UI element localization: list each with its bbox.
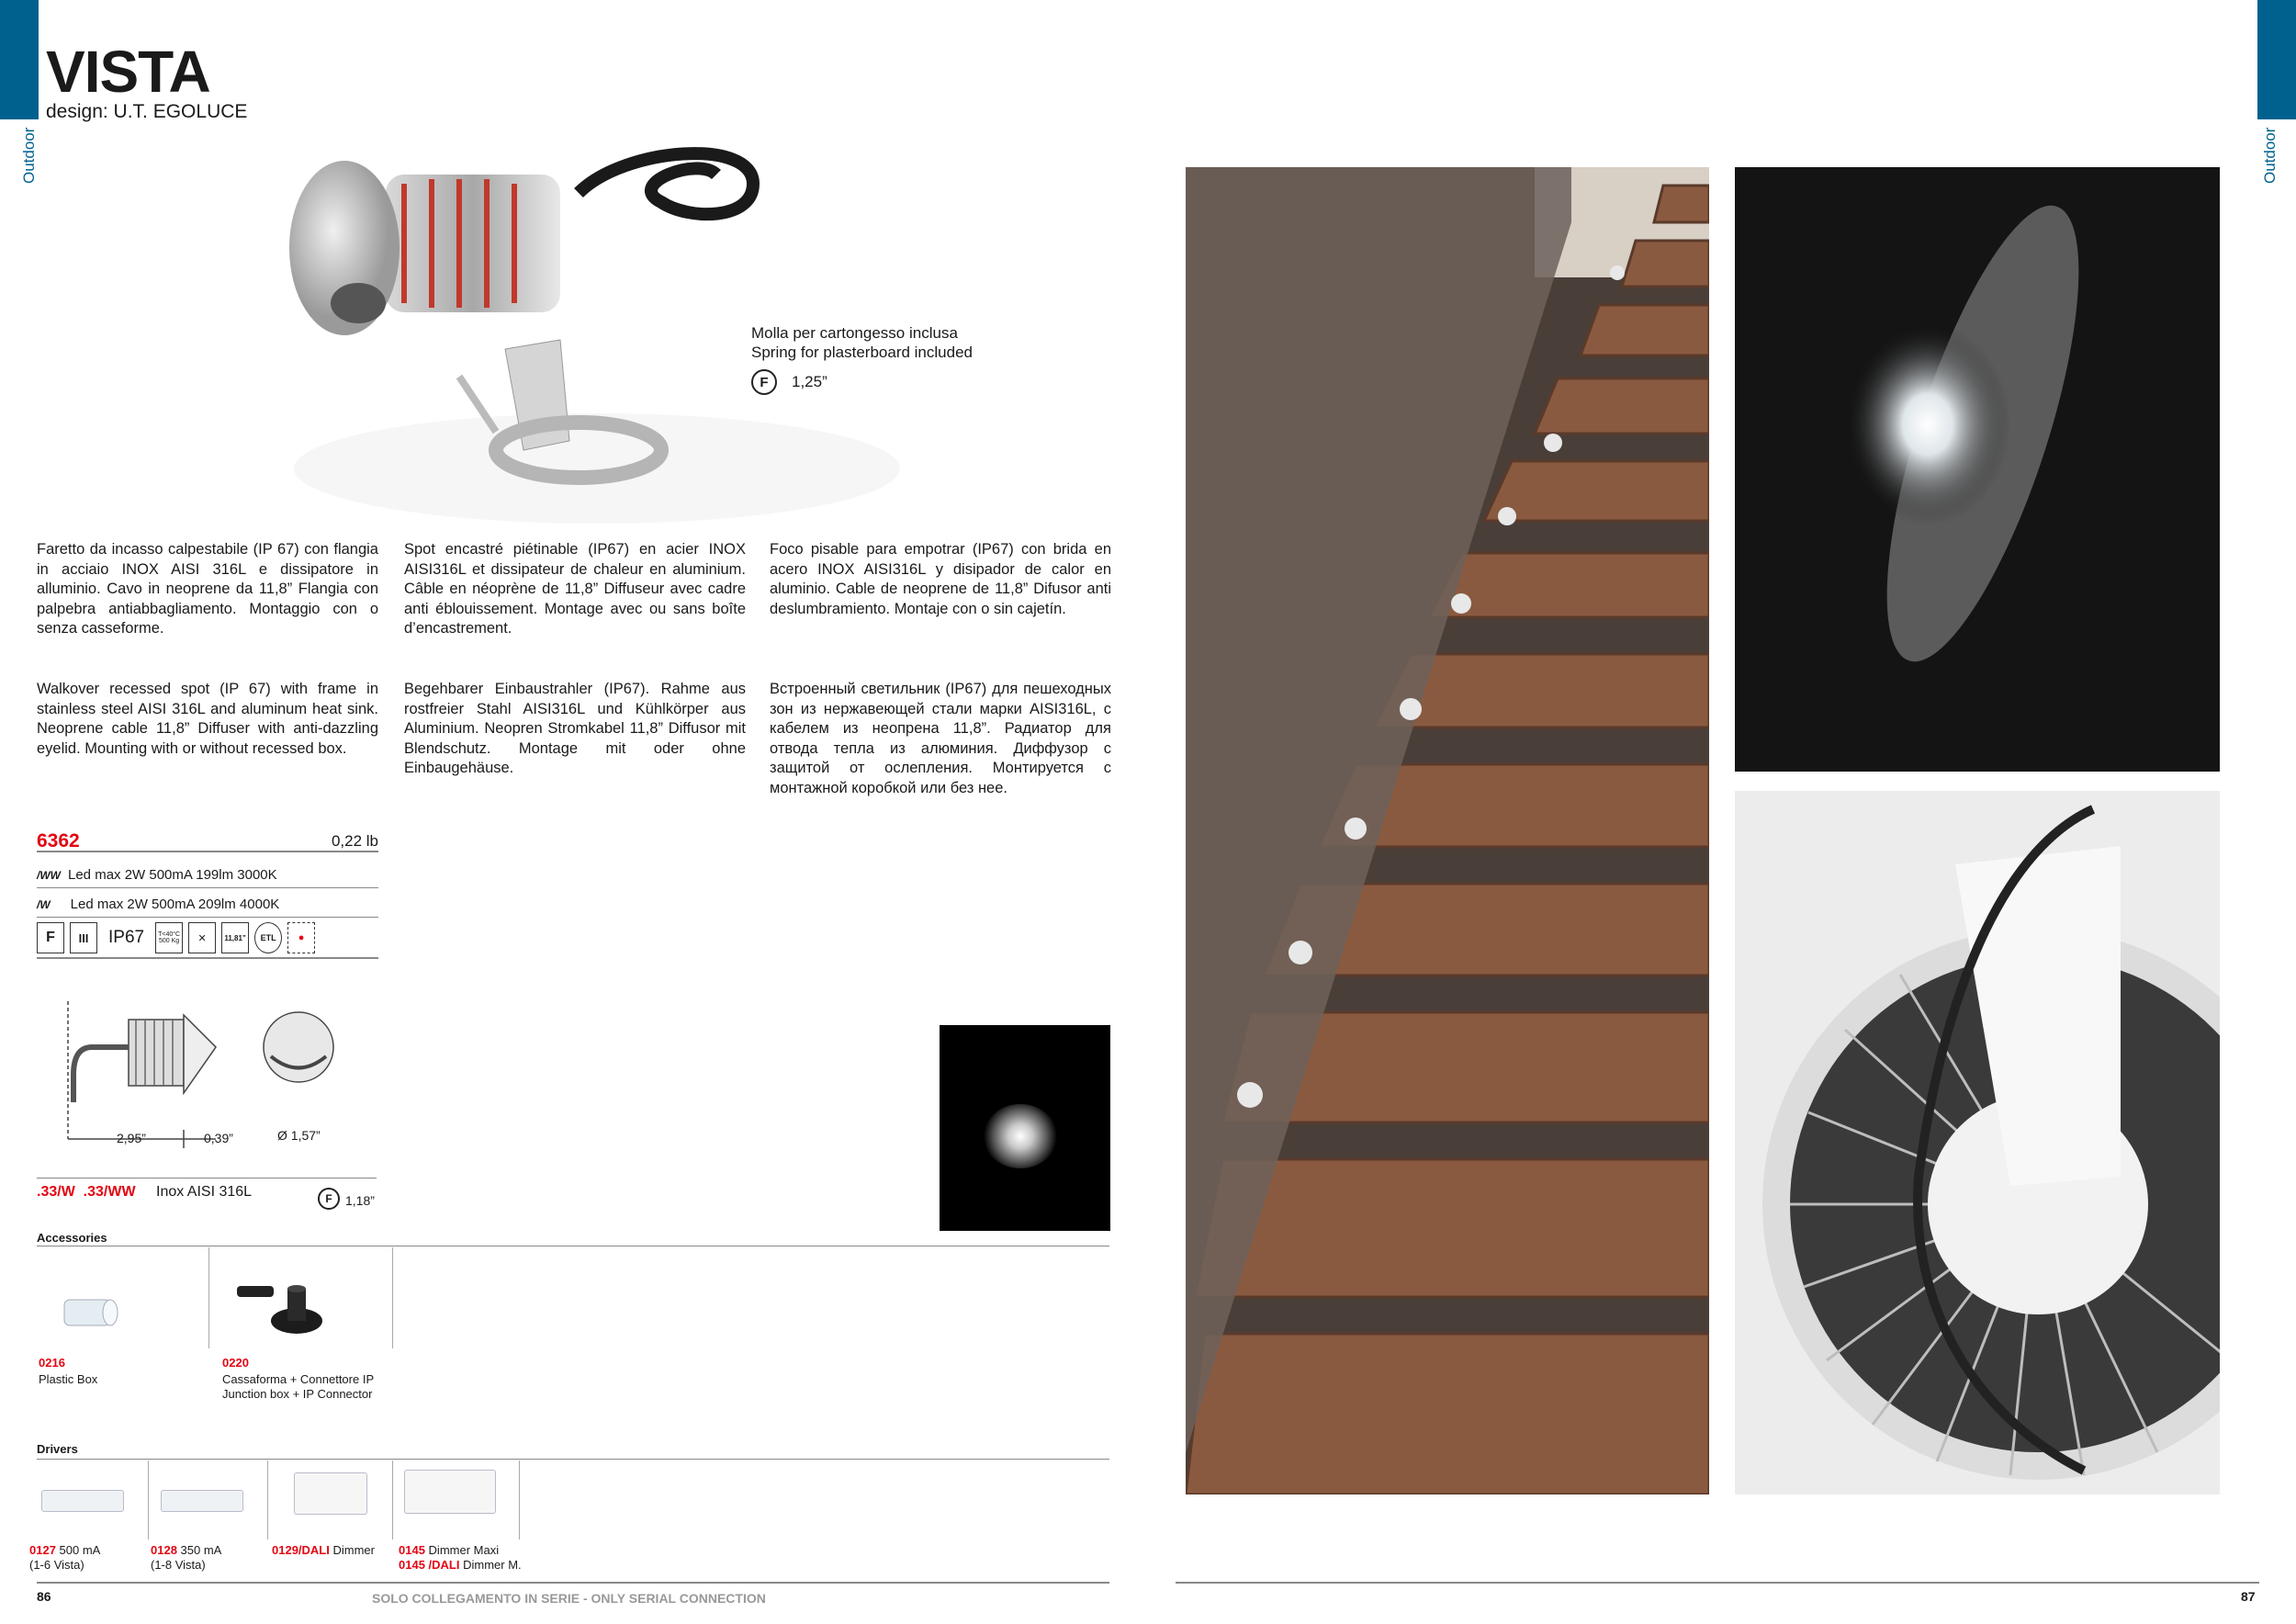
description-en: Walkover recessed spot (IP 67) with frame in stainless steel AISI 316L and aluminum heat sink. Neoprene cable 11,8” Diffuser with anti-dazzling eyelid. Mounting with or without recessed box. bbox=[37, 681, 378, 757]
side-label-right: Outdoor bbox=[2261, 127, 2279, 184]
ip-rating: IP67 bbox=[108, 928, 145, 947]
accessory-code: 0220 bbox=[222, 1356, 249, 1370]
laser-warning-icon: ● bbox=[287, 922, 315, 953]
f-certification-icon: F bbox=[751, 369, 777, 395]
spec-line-w bbox=[37, 892, 378, 918]
side-label-left: Outdoor bbox=[20, 127, 38, 184]
spiral-staircase-drawing bbox=[1735, 791, 2220, 1494]
driver-text: 500 mA bbox=[59, 1543, 101, 1557]
etl-icon: ETL bbox=[254, 922, 282, 953]
junction-box-icon bbox=[228, 1275, 338, 1339]
description-es: Foco pisable para empotrar (IP67) con brida en acero INOX AISI316L y disipador de calor en aluminio. Cable de neoprene de 11,8” Difusor anti deslumbramiento. Montaje con o sin cajetín. bbox=[770, 541, 1111, 617]
serial-connection-note: SOLO COLLEGAMENTO IN SERIE - ONLY SERIAL CONNECTION bbox=[372, 1591, 766, 1606]
drivers-rule bbox=[37, 1459, 1109, 1460]
spring-cert-row bbox=[751, 369, 827, 395]
cable-length-icon: 11,81” bbox=[221, 922, 249, 953]
temp-label: T<40°C bbox=[158, 931, 181, 938]
light-glow bbox=[984, 1104, 1057, 1168]
page-title: VISTA bbox=[46, 39, 210, 105]
spec-tag: /W bbox=[37, 897, 51, 911]
spec-tag: /WW bbox=[37, 868, 61, 882]
driver-code: 0129/DALI bbox=[272, 1543, 330, 1557]
wall-light-photo bbox=[1735, 167, 2220, 772]
f-certification-icon: F bbox=[318, 1188, 340, 1210]
load-rating-icon bbox=[155, 922, 183, 953]
footer-rule-left bbox=[37, 1582, 1109, 1584]
f-mark-icon: F bbox=[37, 922, 64, 953]
driver-sub: (1-6 Vista) bbox=[29, 1558, 84, 1572]
driver-text: Dimmer bbox=[332, 1543, 375, 1557]
fixture-night-photo bbox=[940, 1025, 1110, 1231]
wall-light-drawing bbox=[1735, 167, 2220, 772]
driver-text: Dimmer M. bbox=[463, 1558, 522, 1572]
no-cover-icon: ✕ bbox=[188, 922, 216, 953]
spring-note bbox=[751, 323, 973, 362]
driver-0127 bbox=[29, 1543, 100, 1573]
driver-code: 0145 bbox=[399, 1543, 425, 1557]
driver-0129-image bbox=[294, 1472, 367, 1515]
description-de: Begehbarer Einbaustrahler (IP67). Rahme aus rostfreier Stahl AISI316L und Kühlkörper aus Aluminium. Neopren Stromkabel 11,8” Diffusor mit Blendschutz. Montage mit oder ohne Einbaugehäuse. bbox=[404, 681, 746, 777]
driver-sub: (1-8 Vista) bbox=[151, 1558, 206, 1572]
load-label: 500 Kg bbox=[159, 938, 180, 944]
page-number-right: 87 bbox=[2241, 1589, 2256, 1604]
accessory-text: Cassaforma + Connettore IP bbox=[222, 1372, 375, 1386]
spring-cert-value: 1,25” bbox=[792, 373, 827, 390]
driver-text: Dimmer Maxi bbox=[428, 1543, 500, 1557]
driver-code: 0145 /DALI bbox=[399, 1558, 460, 1572]
page-number-left: 86 bbox=[37, 1589, 51, 1604]
description-it: Faretto da incasso calpestabile (IP 67) con flangia in acciaio INOX AISI 316L e dissipatore in alluminio. Cavo in neoprene da 11,8” Flangia con palpebra antiabbagliamento. Montaggio con o senza casseforme. bbox=[37, 541, 378, 637]
spiral-staircase-photo bbox=[1735, 791, 2220, 1494]
driver-text: 350 mA bbox=[180, 1543, 222, 1557]
driver-0129 bbox=[272, 1543, 375, 1558]
accessory-text: Junction box + IP Connector bbox=[222, 1387, 373, 1401]
staircase-photo bbox=[1186, 167, 1709, 1494]
product-code: 6362 bbox=[37, 830, 80, 851]
spring-note-en: Spring for plasterboard included bbox=[751, 344, 973, 361]
accessory-text: Plastic Box bbox=[39, 1372, 98, 1386]
accessories-label: Accessories bbox=[37, 1231, 107, 1245]
description-fr: Spot encastré piétinable (IP67) en acier INOX AISI316L et dissipateur de chaleur en aluminium. Câble en néoprène de 11,8” Diffuseur avec cadre anti éblouissement. Montage avec ou sans boîte d’encastrement. bbox=[404, 541, 746, 637]
footer-rule-right bbox=[1176, 1582, 2259, 1584]
accessory-code: 0216 bbox=[39, 1356, 65, 1370]
section-tab-right bbox=[2257, 0, 2296, 119]
product-weight: 0,22 lb bbox=[331, 832, 378, 850]
certification-strip bbox=[37, 919, 378, 959]
driver-0128-image bbox=[161, 1490, 243, 1512]
drivers-label: Drivers bbox=[37, 1442, 78, 1456]
spec-text: Led max 2W 500mA 199lm 3000K bbox=[68, 867, 277, 883]
finish-row bbox=[37, 1178, 377, 1208]
dimension-diameter: Ø 1,57” bbox=[277, 1128, 321, 1143]
accessory-0216 bbox=[37, 1247, 209, 1348]
spring-note-it: Molla per cartongesso inclusa bbox=[751, 324, 958, 342]
driver-code: 0127 bbox=[29, 1543, 56, 1557]
finish-cert-value: 1,18” bbox=[345, 1193, 375, 1208]
dimension-flange: 0,39” bbox=[204, 1131, 233, 1145]
staircase-drawing bbox=[1186, 167, 1709, 1494]
driver-0127-image bbox=[41, 1490, 124, 1512]
driver-0145-image bbox=[404, 1470, 496, 1514]
accessory-0220 bbox=[209, 1247, 393, 1348]
finish-codes: .33/W .33/WW bbox=[37, 1184, 136, 1200]
driver-0145 bbox=[399, 1543, 522, 1573]
plastic-box-icon bbox=[55, 1289, 129, 1335]
product-code-row bbox=[37, 830, 378, 852]
class-iii-icon: III bbox=[70, 922, 97, 953]
section-tab-left bbox=[0, 0, 39, 119]
driver-0128 bbox=[151, 1543, 221, 1573]
spec-line-ww bbox=[37, 863, 378, 888]
page-subtitle: design: U.T. EGOLUCE bbox=[46, 101, 248, 122]
description-ru: Встроенный светильник (IP67) для пешеходных зон из нержавеющей стали марки AISI316L, с кабелем из неопрена 11,8”. Радиатор для отвода тепла из алюминия. Диффузор с защитой от ослепления. Монтируется с монтажной коробкой или без нее. bbox=[770, 681, 1111, 796]
spec-text: Led max 2W 500mA 209lm 4000K bbox=[70, 897, 280, 912]
dimension-length: 2,95” bbox=[117, 1131, 146, 1145]
finish-material: Inox AISI 316L bbox=[156, 1184, 253, 1200]
driver-code: 0128 bbox=[151, 1543, 177, 1557]
